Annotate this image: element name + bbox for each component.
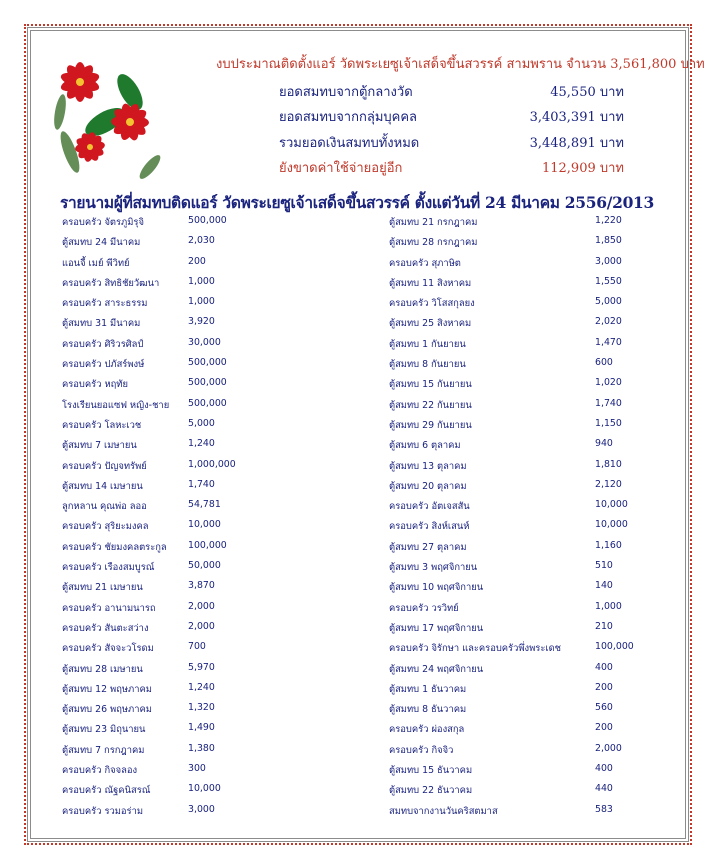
donor-name: ลูกหลาน คุณพ่อ ลออ: [62, 501, 147, 513]
donor-amount: 440: [595, 783, 613, 795]
donor-row: [62, 578, 362, 598]
donor-row: [389, 396, 689, 416]
donor-amount: 3,000: [595, 255, 622, 267]
donor-row: [389, 619, 689, 639]
donor-amount: 1,550: [595, 275, 622, 287]
donor-amount: 10,000: [188, 783, 221, 795]
donor-row: [389, 477, 689, 497]
donor-amount: 500,000: [188, 397, 227, 409]
summary-label-remaining: ยังขาดค่าใช้จ่ายอยู่อีก: [279, 161, 403, 176]
donor-list-title: รายนามผู้ที่สมทบติดแอร์ วัดพระเยซูเจ้าเสด็จขึ้นสวรรค์ ตั้งแต่วันที่ 24 มีนาคม 2556/2013: [60, 193, 655, 212]
donor-row: [62, 517, 362, 537]
donor-name: ครอบครัว สุภาษิต: [389, 257, 461, 269]
donor-name: ตู้สมทบ 31 มีนาคม: [62, 318, 141, 330]
donor-name: ครอบครัว หฤทัย: [62, 379, 128, 391]
donor-name: ตู้สมทบ 21 กรกฎาคม: [389, 217, 478, 228]
donor-amount: 510: [595, 560, 613, 572]
budget-summary: [0, 0, 716, 190]
donor-name: ตู้สมทบ 8 กันยายน: [389, 359, 466, 371]
donor-name: ตู้สมทบ 28 เมษายน: [62, 663, 143, 675]
donor-row: [389, 294, 689, 314]
donor-name: ตู้สมทบ 24 พฤศจิกายน: [389, 663, 484, 675]
donor-row: [62, 457, 362, 477]
donor-row: [389, 741, 689, 761]
summary-label-total: รวมยอดเงินสมทบทั้งหมด: [279, 136, 420, 151]
donor-amount: 1,000: [188, 275, 215, 287]
donor-name: ตู้สมทบ 21 เมษายน: [62, 582, 143, 594]
donor-name: ครอบครัว ชัยมงคลตระกูล: [62, 541, 167, 553]
donor-name: ตู้สมทบ 20 ตุลาคม: [389, 480, 467, 492]
donor-row: [62, 396, 362, 416]
donor-name: ครอบครัว วรวิทย์: [389, 602, 459, 614]
donor-name: ตู้สมทบ 8 ธันวาคม: [389, 704, 467, 716]
donor-amount: 100,000: [188, 539, 227, 551]
donor-row: [389, 375, 689, 395]
donor-name: ตู้สมทบ 13 ตุลาคม: [389, 460, 467, 472]
donor-row: [389, 416, 689, 436]
donor-amount: 3,920: [188, 316, 215, 328]
donor-name: ครอบครัว สาระธรรม: [62, 298, 148, 310]
donor-row: [389, 720, 689, 740]
donor-row: [389, 599, 689, 619]
donor-name: ครอบครัว วิโสสกุลยง: [389, 298, 475, 310]
donor-row: [389, 254, 689, 274]
donor-name: ตู้สมทบ 15 ธันวาคม: [389, 765, 473, 777]
donor-row: [62, 436, 362, 456]
donor-name: ตู้สมทบ 12 พฤษภาคม: [62, 683, 152, 695]
donor-amount: 1,020: [595, 377, 622, 389]
donor-row: [62, 660, 362, 680]
donor-amount: 1,320: [188, 702, 215, 714]
donor-amount: 1,160: [595, 539, 622, 551]
donor-amount: 500,000: [188, 377, 227, 389]
donor-row: [389, 457, 689, 477]
donor-row: [62, 355, 362, 375]
donor-name: ครอบครัว ศิริวรศิลป์: [62, 338, 144, 350]
donor-amount: 1,740: [188, 478, 215, 490]
donor-amount: 560: [595, 702, 613, 714]
donor-row: [389, 781, 689, 801]
donor-row: [389, 274, 689, 294]
donor-amount: 940: [595, 438, 613, 450]
donor-name: ครอบครัว สิทธิชัยวัฒนา: [62, 277, 160, 289]
donor-name: ตู้สมทบ 6 ตุลาคม: [389, 440, 461, 452]
summary-amount-total: 3,448,891 บาท: [529, 136, 624, 151]
donor-amount: 2,120: [595, 478, 622, 490]
summary-amount-individuals: 3,403,391 บาท: [529, 110, 624, 125]
donor-amount: 1,740: [595, 397, 622, 409]
donor-amount: 600: [595, 357, 613, 369]
donor-amount: 1,000: [188, 296, 215, 308]
donor-row: [62, 700, 362, 720]
donor-amount: 1,490: [188, 722, 215, 734]
donor-amount: 200: [188, 255, 206, 267]
donor-row: [62, 558, 362, 578]
summary-label-central-box: ยอดสมทบจากตู้กลางวัด: [279, 85, 413, 100]
donor-row: [62, 802, 362, 822]
donor-name: ครอบครัว ณัฐคนิสรณ์: [62, 785, 151, 797]
donor-row: [62, 599, 362, 619]
donor-name: ตู้สมทบ 14 เมษายน: [62, 480, 143, 492]
donor-name: ครอบครัว สันตะสว่าง: [62, 622, 149, 634]
donor-amount: 300: [188, 763, 206, 775]
donor-name: ครอบครัว ปภัสร์พงษ์: [62, 359, 145, 371]
donor-row: [389, 660, 689, 680]
donor-name: ครอบครัว จัตรภูมิรุจิ: [62, 217, 144, 228]
summary-amount-remaining: 112,909 บาท: [541, 161, 624, 176]
donor-amount: 1,150: [595, 417, 622, 429]
donor-row: [389, 700, 689, 720]
donor-row: [389, 233, 689, 253]
donor-row: [62, 375, 362, 395]
donor-amount: 3,000: [188, 803, 215, 815]
donor-amount: 50,000: [188, 560, 221, 572]
donor-amount: 2,020: [595, 316, 622, 328]
donor-name: ตู้สมทบ 27 ตุลาคม: [389, 541, 467, 553]
donor-list-right: [389, 213, 689, 822]
donor-name: ตู้สมทบ 1 ธันวาคม: [389, 683, 467, 695]
donor-name: ตู้สมทบ 7 เมษายน: [62, 440, 137, 452]
donor-amount: 100,000: [595, 641, 634, 653]
donor-name: ตู้สมทบ 3 พฤศจิกายน: [389, 562, 478, 574]
donor-row: [62, 254, 362, 274]
budget-title: งบประมาณติดตั้งแอร์ วัดพระเยซูเจ้าเสด็จขึ้นสวรรค์ สามพราน จำนวน 3,561,800 บาท: [216, 57, 705, 72]
donor-row: [389, 578, 689, 598]
donor-row: [62, 741, 362, 761]
donor-amount: 2,000: [595, 742, 622, 754]
donor-amount: 2,030: [188, 235, 215, 247]
donor-name: ตู้สมทบ 17 พฤศจิกายน: [389, 622, 484, 634]
summary-amount-central-box: 45,550 บาท: [550, 85, 624, 100]
donor-row: [389, 538, 689, 558]
donor-name: ตู้สมทบ 22 กันยายน: [389, 399, 472, 411]
donor-row: [62, 335, 362, 355]
donor-name: ครอบครัว กิจจลอง: [62, 765, 138, 777]
donor-name: ตู้สมทบ 7 กรกฎาคม: [62, 744, 145, 756]
donor-name: แอนจี้ เมย์ พีวิทย์: [62, 257, 130, 269]
donor-amount: 400: [595, 661, 613, 673]
donor-amount: 10,000: [188, 519, 221, 531]
donor-amount: 1,380: [188, 742, 215, 754]
donor-name: ครอบครัว โลหะเวช: [62, 419, 142, 431]
donor-amount: 1,000,000: [188, 458, 236, 470]
donor-row: [62, 274, 362, 294]
donor-amount: 30,000: [188, 336, 221, 348]
donor-row: [389, 558, 689, 578]
donor-amount: 10,000: [595, 519, 628, 531]
donor-name: ตู้สมทบ 11 สิงหาคม: [389, 277, 472, 289]
donor-amount: 200: [595, 681, 613, 693]
donor-amount: 700: [188, 641, 206, 653]
donor-row: [62, 781, 362, 801]
donor-row: [62, 314, 362, 334]
donor-row: [389, 497, 689, 517]
donor-row: [389, 213, 689, 233]
donor-row: [389, 517, 689, 537]
donor-name: ครอบครัว กิจจิว: [389, 744, 454, 756]
donor-amount: 1,470: [595, 336, 622, 348]
donor-amount: 1,240: [188, 681, 215, 693]
donor-name: ตู้สมทบ 25 สิงหาคม: [389, 318, 472, 330]
donor-name: สมทบจากงานวันคริสตมาส: [389, 805, 498, 817]
donor-amount: 583: [595, 803, 613, 815]
donor-row: [389, 355, 689, 375]
donor-row: [62, 416, 362, 436]
donor-row: [389, 314, 689, 334]
donor-name: ครอบครัว อัตเจสสัน: [389, 501, 470, 513]
donor-name: ตู้สมทบ 10 พฤศจิกายน: [389, 582, 484, 594]
donor-row: [389, 639, 689, 659]
donor-row: [62, 233, 362, 253]
donor-name: ครอบครัว สัจจะวโรดม: [62, 643, 154, 655]
donor-amount: 1,220: [595, 215, 622, 226]
donor-row: [62, 720, 362, 740]
donor-row: [62, 619, 362, 639]
donor-amount: 500,000: [188, 357, 227, 369]
donor-amount: 10,000: [595, 499, 628, 511]
donor-amount: 3,870: [188, 580, 215, 592]
donor-row: [62, 213, 362, 233]
donor-name: ตู้สมทบ 26 พฤษภาคม: [62, 704, 152, 716]
donor-row: [62, 680, 362, 700]
donor-name: ตู้สมทบ 28 กรกฎาคม: [389, 237, 478, 249]
donor-row: [389, 436, 689, 456]
donor-amount: 200: [595, 722, 613, 734]
donor-row: [389, 335, 689, 355]
donor-list-left: [62, 213, 362, 822]
donor-amount: 400: [595, 763, 613, 775]
donor-row: [62, 294, 362, 314]
donor-name: ตู้สมทบ 29 กันยายน: [389, 419, 472, 431]
donor-row: [389, 761, 689, 781]
donor-name: ตู้สมทบ 24 มีนาคม: [62, 237, 141, 249]
donor-amount: 2,000: [188, 600, 215, 612]
donor-name: ครอบครัว ปัญจทรัพย์: [62, 460, 147, 472]
donor-name: ครอบครัว อานามนารถ: [62, 602, 156, 614]
donor-amount: 5,000: [188, 417, 215, 429]
donor-row: [389, 802, 689, 822]
donor-name: ครอบครัว ผ่องสกุล: [389, 724, 465, 736]
donor-amount: 1,000: [595, 600, 622, 612]
donor-amount: 210: [595, 620, 613, 632]
donor-row: [62, 761, 362, 781]
donor-amount: 2,000: [188, 620, 215, 632]
donor-name: ครอบครัว สุริยะมงคล: [62, 521, 149, 533]
donor-row: [389, 680, 689, 700]
donor-name: โรงเรียนยอแซฟ หญิง-ชาย: [62, 399, 170, 411]
donor-row: [62, 538, 362, 558]
donor-name: ตู้สมทบ 1 กันยายน: [389, 338, 466, 350]
donor-name: ครอบครัว เรืองสมบูรณ์: [62, 562, 155, 574]
donor-name: ครอบครัว รวมอร่าม: [62, 805, 144, 817]
donor-row: [62, 639, 362, 659]
donor-name: ครอบครัว สิงห์เสนห์: [389, 521, 470, 533]
donor-amount: 500,000: [188, 215, 227, 226]
donor-amount: 1,240: [188, 438, 215, 450]
summary-label-individuals: ยอดสมทบจากกลุ่มบุคคล: [279, 110, 417, 125]
donor-name: ตู้สมทบ 15 กันยายน: [389, 379, 472, 391]
donor-amount: 5,000: [595, 296, 622, 308]
donor-name: ครอบครัว จิรักษา และครอบครัวพึ่งพระเดช: [389, 643, 562, 655]
donor-row: [62, 497, 362, 517]
donor-name: ตู้สมทบ 23 มิถุนายน: [62, 724, 146, 736]
donor-amount: 1,810: [595, 458, 622, 470]
donor-row: [62, 477, 362, 497]
donor-amount: 5,970: [188, 661, 215, 673]
donor-name: ตู้สมทบ 22 ธันวาคม: [389, 785, 473, 797]
donor-amount: 54,781: [188, 499, 221, 511]
donor-amount: 140: [595, 580, 613, 592]
donor-amount: 1,850: [595, 235, 622, 247]
